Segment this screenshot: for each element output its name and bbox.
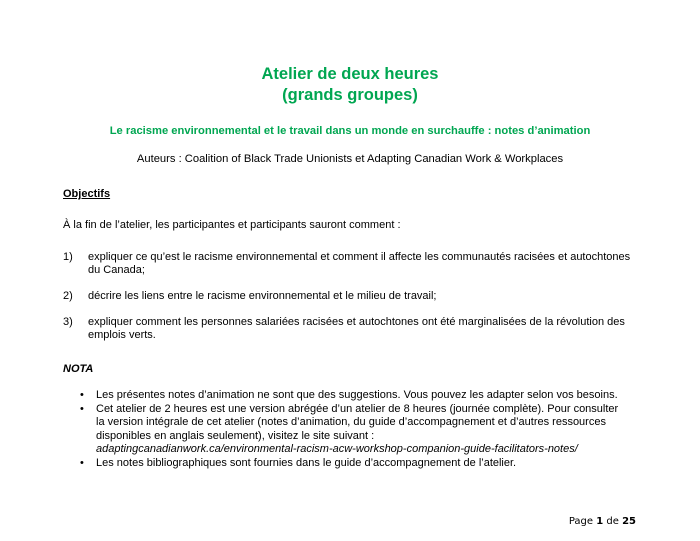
list-item-text: Cet atelier de 2 heures est une version abrégée d’un atelier de 8 heures (journée complète). Pour consulter la version intégrale de cet atelier (notes d’animation, du guide d’accompagnement et d’autres ressources disponibles en anglais seulement), visitez le site suivant : — [96, 402, 619, 442]
objective-number: 3) — [63, 316, 73, 328]
page-current: 1 — [596, 516, 604, 527]
objective-number: 2) — [63, 290, 73, 302]
title-line-2: (grands groupes) — [282, 86, 418, 104]
page-total: 25 — [622, 516, 636, 527]
nota-list — [63, 389, 623, 471]
page-label: Page — [568, 516, 594, 527]
list-item — [63, 403, 623, 457]
page-separator: de — [606, 516, 619, 527]
objectives-intro: À la fin de l’atelier, les participantes et participants sauront comment : — [63, 219, 401, 231]
list-item — [63, 389, 623, 403]
objective-number: 1) — [63, 251, 73, 263]
objective-text: expliquer ce qu’est le racisme environnemental et comment il affecte les communautés racisées et autochtones du Canada; — [88, 251, 631, 276]
page-number — [569, 516, 636, 527]
bullet-icon: • — [80, 402, 84, 415]
title-line-1: Atelier de deux heures — [261, 65, 439, 83]
bullet-icon: • — [80, 456, 84, 469]
bullet-icon: • — [80, 389, 84, 401]
objective-text: décrire les liens entre le racisme environnemental et le milieu de travail; — [88, 290, 437, 302]
list-item-text: Les présentes notes d’animation ne sont que des suggestions. Vous pouvez les adapter selon vos besoins. — [96, 389, 618, 401]
page-subtitle: Le racisme environnemental et le travail dans un monde en surchauffe : notes d’animation — [109, 125, 591, 137]
list-item — [63, 457, 623, 471]
nota-heading: NOTA — [63, 363, 94, 375]
authors-line: Auteurs : Coalition of Black Trade Unionists et Adapting Canadian Work & Workplaces — [136, 153, 564, 165]
workshop-link[interactable]: adaptingcanadianwork.ca/environmental-racism-acw-workshop-companion-guide-facilitators-notes/ — [96, 443, 578, 456]
objectives-heading: Objectifs — [63, 188, 111, 200]
list-item-text: Les notes bibliographiques sont fournies dans le guide d’accompagnement de l’atelier. — [96, 456, 517, 469]
objective-text: expliquer comment les personnes salariées racisées et autochtones ont été marginalisées de la révolution des emplois verts. — [88, 316, 625, 341]
